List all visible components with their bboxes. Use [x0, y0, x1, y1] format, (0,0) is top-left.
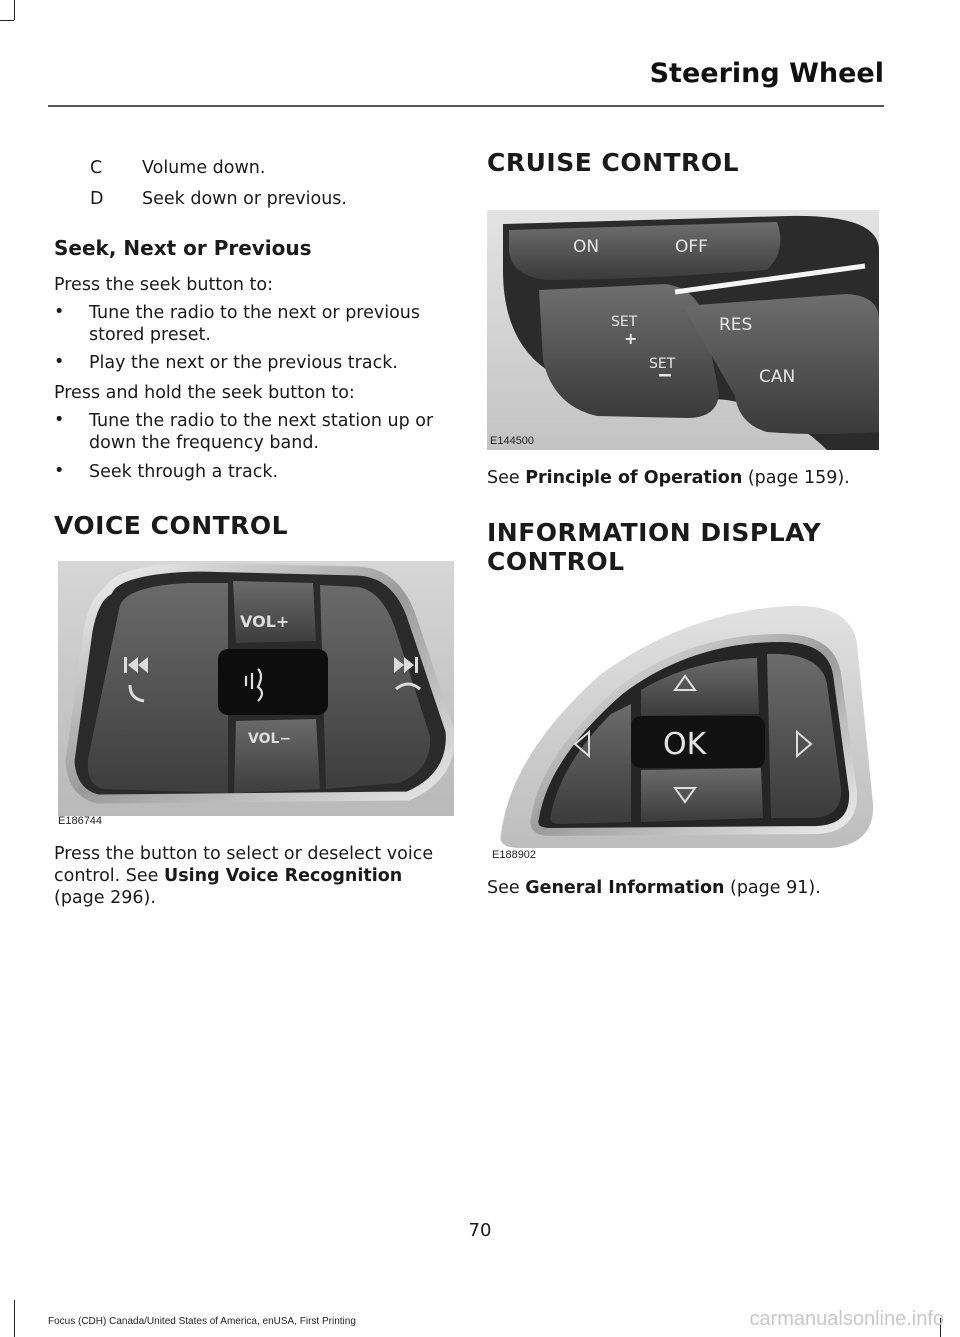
- bullet-text: Tune the radio to the next or previous stored preset.: [89, 303, 421, 345]
- figure-id: E144500: [490, 435, 535, 447]
- voice-text-a: Press the button to select or deselect voice control. See: [54, 844, 434, 886]
- cruise-reference: [487, 468, 879, 489]
- bullet-text: Play the next or the previous track.: [89, 353, 398, 373]
- see-text: See: [487, 878, 526, 898]
- crop-mark: [0, 20, 14, 21]
- list-item-d: [54, 189, 452, 213]
- list-item: [54, 410, 452, 454]
- plus-icon: +: [624, 329, 638, 348]
- header-rule: [48, 105, 884, 107]
- bullet-mark: •: [54, 410, 65, 430]
- res-label: RES: [719, 315, 753, 335]
- bullet-text: Tune the radio to the next station up or down the frequency band.: [89, 411, 434, 453]
- list-letter: D: [90, 189, 104, 209]
- figure-id: E186744: [58, 815, 103, 827]
- list-letter: C: [90, 158, 103, 178]
- info-reference: [487, 878, 879, 899]
- watermark: carmanualsonline.info: [749, 1308, 944, 1330]
- info-display-illustration: [491, 604, 879, 849]
- seek-heading: Seek, Next or Previous: [54, 236, 312, 260]
- set-minus-label: SET: [649, 356, 676, 372]
- page-ref: (page 91).: [724, 878, 821, 898]
- voice-control-illustration: [58, 561, 454, 816]
- edition-footer: Focus (CDH) Canada/United States of America, enUSA, First Printing: [48, 1316, 356, 1327]
- voice-description: [54, 843, 452, 909]
- page-title: Steering Wheel: [649, 58, 884, 89]
- can-label: CAN: [759, 367, 796, 387]
- page-number: 70: [468, 1220, 492, 1241]
- voice-link[interactable]: Using Voice Recognition: [164, 866, 403, 886]
- list-item: [54, 352, 452, 374]
- cruise-control-figure: [487, 210, 879, 450]
- cruise-control-illustration: [487, 210, 879, 450]
- ok-label: OK: [663, 727, 707, 762]
- list-text: Volume down.: [142, 158, 266, 178]
- minus-icon: [659, 374, 671, 377]
- info-display-figure: [491, 604, 879, 849]
- list-text: Seek down or previous.: [142, 189, 347, 209]
- bullet-mark: •: [54, 302, 65, 322]
- voice-text-b: (page 296).: [54, 888, 156, 908]
- crop-mark: [14, 0, 15, 20]
- set-plus-label: SET: [611, 314, 638, 330]
- vol-up-label: VOL+: [240, 612, 290, 631]
- page-ref: (page 159).: [742, 468, 850, 488]
- bullet-text: Seek through a track.: [89, 462, 279, 482]
- cruise-link[interactable]: Principle of Operation: [525, 468, 743, 488]
- list-item: [54, 302, 452, 346]
- info-display-heading: [487, 518, 821, 576]
- see-text: See: [487, 468, 526, 488]
- voice-control-heading: VOICE CONTROL: [54, 511, 289, 540]
- figure-id: E188902: [492, 849, 537, 861]
- info-link[interactable]: General Information: [525, 878, 725, 898]
- hold-intro: Press and hold the seek button to:: [54, 383, 355, 403]
- heading-line: CONTROL: [487, 547, 625, 576]
- off-label: OFF: [675, 237, 708, 257]
- bullet-mark: •: [54, 461, 65, 481]
- on-label: ON: [573, 237, 600, 257]
- bullet-mark: •: [54, 352, 65, 372]
- vol-down-label: VOL−: [248, 731, 292, 747]
- voice-control-figure: [58, 561, 454, 816]
- list-item-c: [54, 158, 452, 182]
- list-item: [54, 461, 452, 483]
- cruise-control-heading: CRUISE CONTROL: [487, 148, 739, 177]
- press-intro: Press the seek button to:: [54, 275, 273, 295]
- heading-line: INFORMATION DISPLAY: [487, 518, 822, 547]
- crop-mark: [14, 1300, 15, 1337]
